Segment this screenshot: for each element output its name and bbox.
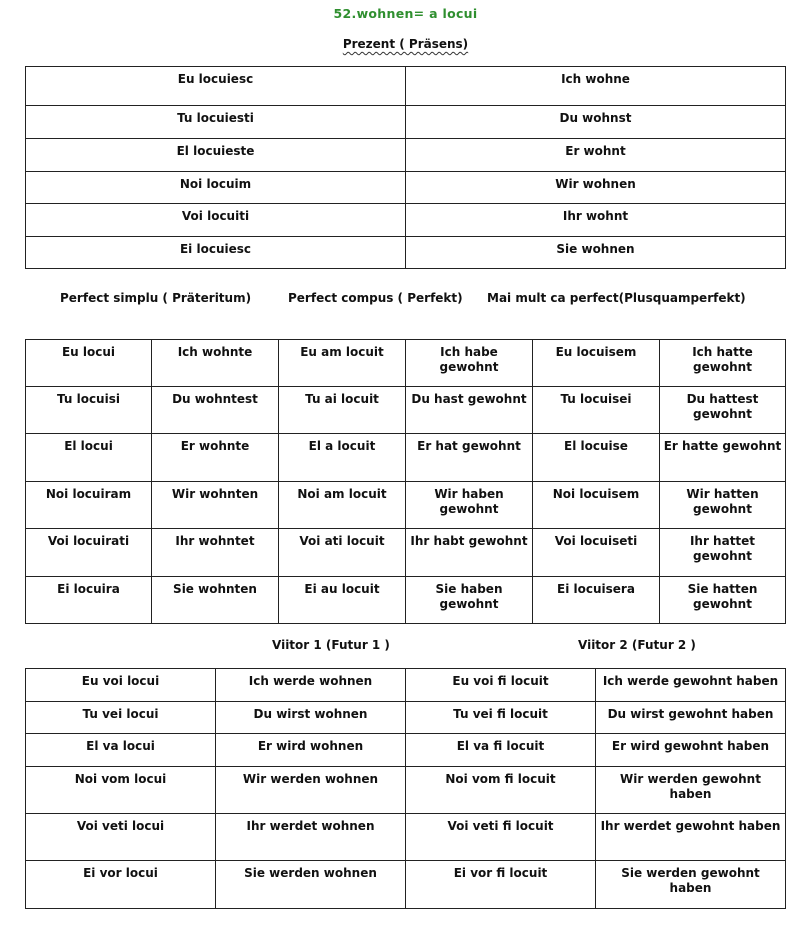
past-cell: Wir haben gewohnt xyxy=(406,482,533,529)
future-cell: El va locui xyxy=(26,734,216,767)
future2-heading: Viitor 2 (Futur 2 ) xyxy=(578,638,696,652)
future-cell: Eu voi locui xyxy=(26,669,216,702)
future-cell: Du wirst wohnen xyxy=(216,702,406,734)
future-cell: Ihr werdet wohnen xyxy=(216,814,406,861)
past-cell: Sie hatten gewohnt xyxy=(660,577,786,624)
present-cell: Wir wohnen xyxy=(406,172,786,204)
future-row xyxy=(26,669,786,702)
past-cell: Ei locuira xyxy=(26,577,152,624)
past-cell: Du hattest gewohnt xyxy=(660,387,786,434)
future-cell: Sie werden gewohnt haben xyxy=(596,861,786,909)
future-cell: Wir werden wohnen xyxy=(216,767,406,814)
past-cell: Eu am locuit xyxy=(279,340,406,387)
past-cell: Sie haben gewohnt xyxy=(406,577,533,624)
future-row xyxy=(26,702,786,734)
future-cell: Eu voi fi locuit xyxy=(406,669,596,702)
future-cell: Tu vei fi locuit xyxy=(406,702,596,734)
present-cell: Ei locuiesc xyxy=(26,237,406,269)
past-cell: Ich habe gewohnt xyxy=(406,340,533,387)
present-cell: Er wohnt xyxy=(406,139,786,172)
present-cell: Ihr wohnt xyxy=(406,204,786,237)
past-table xyxy=(25,339,786,624)
future-headings xyxy=(0,638,793,654)
future-cell: Er wird gewohnt haben xyxy=(596,734,786,767)
future-cell: Noi vom fi locuit xyxy=(406,767,596,814)
past-row xyxy=(26,577,786,624)
future-row xyxy=(26,861,786,909)
past-cell: Eu locuisem xyxy=(533,340,660,387)
future-cell: Voi veti fi locuit xyxy=(406,814,596,861)
past-cell: Ich wohnte xyxy=(152,340,279,387)
past-cell: El locuise xyxy=(533,434,660,482)
future-cell: Sie werden wohnen xyxy=(216,861,406,909)
past-cell: Voi locuiseti xyxy=(533,529,660,577)
past-cell: Tu ai locuit xyxy=(279,387,406,434)
future-cell: Ei vor fi locuit xyxy=(406,861,596,909)
future-row xyxy=(26,767,786,814)
past-headings xyxy=(0,291,793,307)
future1-heading: Viitor 1 (Futur 1 ) xyxy=(272,638,390,652)
future-table xyxy=(25,668,786,909)
future-cell: Voi veti locui xyxy=(26,814,216,861)
future-cell: Du wirst gewohnt haben xyxy=(596,702,786,734)
past-cell: Ihr habt gewohnt xyxy=(406,529,533,577)
past-cell: Ihr wohntet xyxy=(152,529,279,577)
past-row xyxy=(26,482,786,529)
past-row xyxy=(26,387,786,434)
future-cell: Ihr werdet gewohnt haben xyxy=(596,814,786,861)
past-cell: Tu locuisi xyxy=(26,387,152,434)
present-row xyxy=(26,139,786,172)
past-cell: Ich hatte gewohnt xyxy=(660,340,786,387)
page-title: 52.wohnen= a locui xyxy=(333,6,478,21)
future-cell: Er wird wohnen xyxy=(216,734,406,767)
past-cell: Ei au locuit xyxy=(279,577,406,624)
past-cell: Er wohnte xyxy=(152,434,279,482)
past-cell: Er hatte gewohnt xyxy=(660,434,786,482)
present-cell: Ich wohne xyxy=(406,67,786,106)
future-row xyxy=(26,734,786,767)
past-row xyxy=(26,340,786,387)
perfect-heading: Perfect compus ( Perfekt) xyxy=(288,291,463,305)
present-heading-text: Prezent ( Präsens) xyxy=(342,37,469,51)
past-cell: Ihr hattet gewohnt xyxy=(660,529,786,577)
present-cell: Noi locuim xyxy=(26,172,406,204)
past-cell: Voi ati locuit xyxy=(279,529,406,577)
past-cell: Ei locuisera xyxy=(533,577,660,624)
future-row xyxy=(26,814,786,861)
future-cell: Ei vor locui xyxy=(26,861,216,909)
past-cell: Du hast gewohnt xyxy=(406,387,533,434)
past-cell: Sie wohnten xyxy=(152,577,279,624)
present-cell: Eu locuiesc xyxy=(26,67,406,106)
future-cell: Ich werde gewohnt haben xyxy=(596,669,786,702)
past-cell: Voi locuirati xyxy=(26,529,152,577)
future-cell: Ich werde wohnen xyxy=(216,669,406,702)
present-row xyxy=(26,106,786,139)
past-cell: Noi locuisem xyxy=(533,482,660,529)
present-cell: Sie wohnen xyxy=(406,237,786,269)
past-cell: Tu locuisei xyxy=(533,387,660,434)
past-row xyxy=(26,529,786,577)
past-row xyxy=(26,434,786,482)
present-row xyxy=(26,172,786,204)
past-cell: Wir hatten gewohnt xyxy=(660,482,786,529)
present-row xyxy=(26,237,786,269)
future-cell: Wir werden gewohnt haben xyxy=(596,767,786,814)
present-cell: Du wohnst xyxy=(406,106,786,139)
future-cell: Tu vei locui xyxy=(26,702,216,734)
present-cell: El locuieste xyxy=(26,139,406,172)
preterite-heading: Perfect simplu ( Präteritum) xyxy=(60,291,252,305)
past-cell: Wir wohnten xyxy=(152,482,279,529)
present-cell: Tu locuiesti xyxy=(26,106,406,139)
past-cell: Du wohntest xyxy=(152,387,279,434)
future-cell: El va fi locuit xyxy=(406,734,596,767)
past-cell: Noi am locuit xyxy=(279,482,406,529)
past-cell: Noi locuiram xyxy=(26,482,152,529)
present-cell: Voi locuiti xyxy=(26,204,406,237)
present-table xyxy=(25,66,786,269)
present-row xyxy=(26,67,786,106)
past-cell: Er hat gewohnt xyxy=(406,434,533,482)
pluperfect-heading: Mai mult ca perfect(Plusquamperfekt) xyxy=(487,291,746,305)
past-cell: Eu locui xyxy=(26,340,152,387)
present-row xyxy=(26,204,786,237)
past-cell: El a locuit xyxy=(279,434,406,482)
future-cell: Noi vom locui xyxy=(26,767,216,814)
past-cell: El locui xyxy=(26,434,152,482)
present-heading xyxy=(0,37,793,51)
